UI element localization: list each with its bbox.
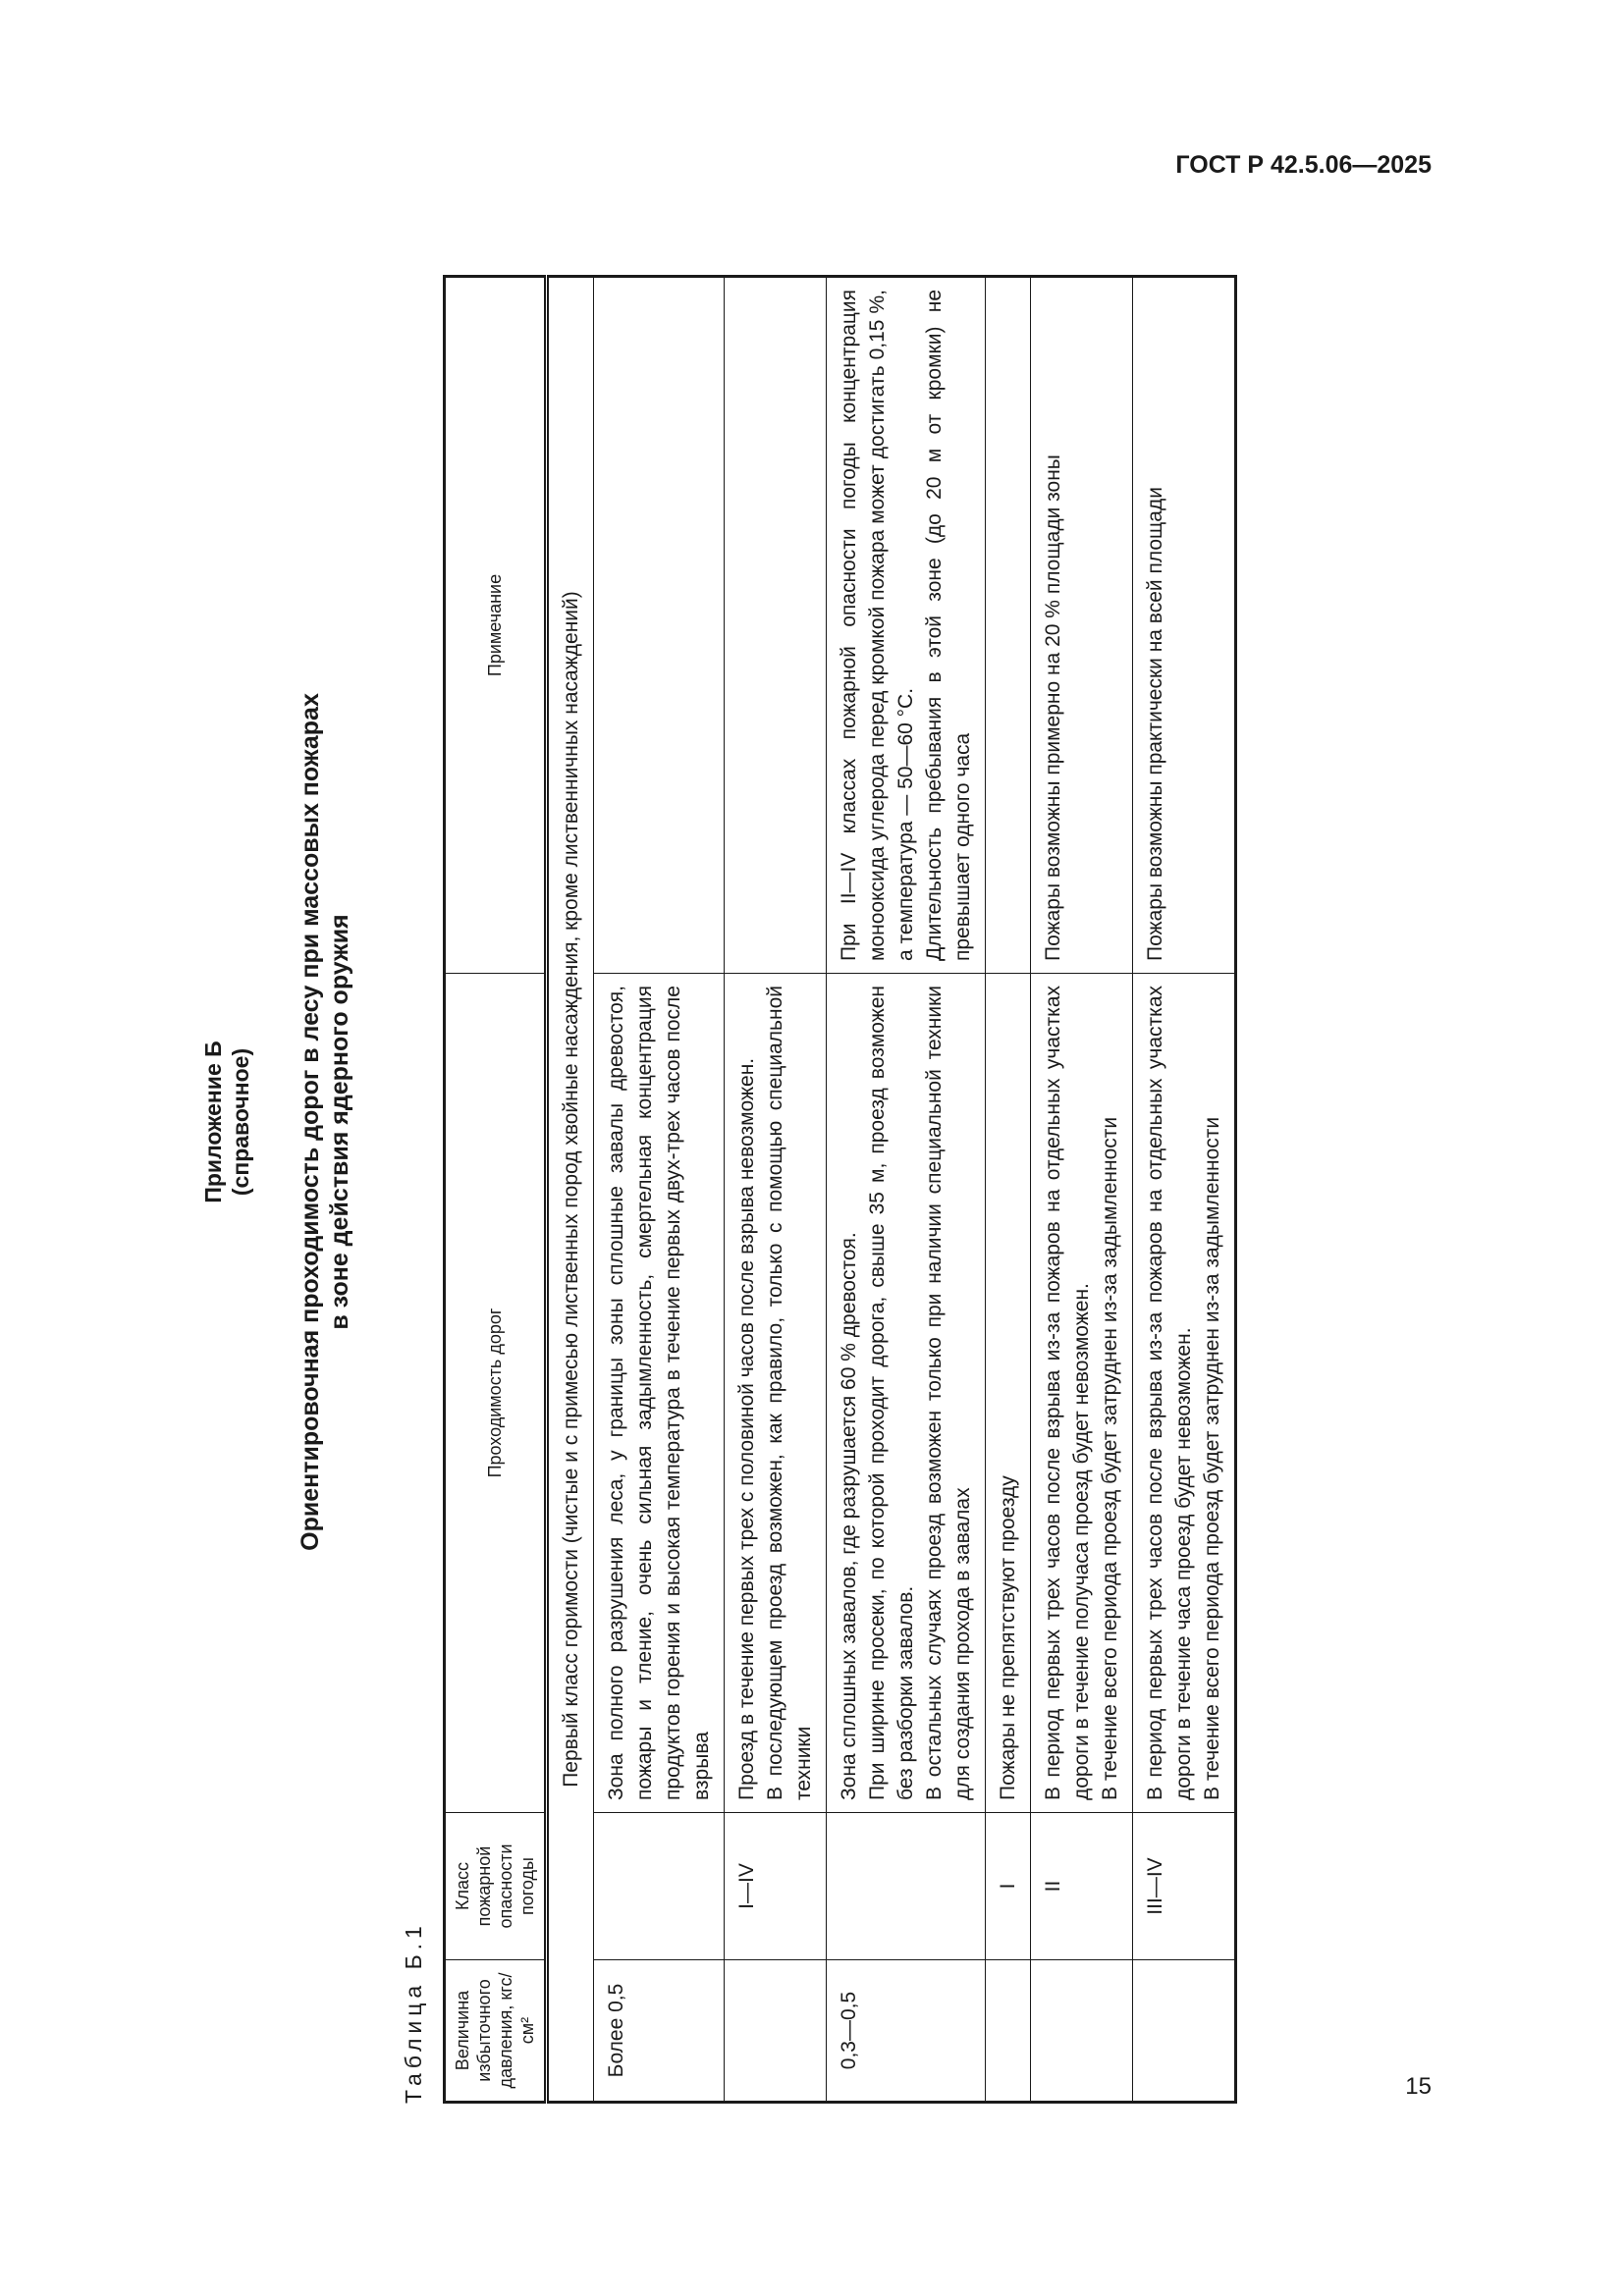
roads-paragraph: Проезд в течение первых трех с половиной часов после взрыва невозможен. bbox=[735, 1057, 758, 1800]
appendix-heading-line-2: в зоне действия ядерного оружия bbox=[326, 914, 353, 1330]
table-row bbox=[725, 277, 827, 2103]
roads-paragraph: В течение всего периода проезд будет затруднен из-за задымленности bbox=[1201, 1116, 1223, 1800]
cell-note bbox=[594, 277, 725, 974]
note-paragraph: Пожары возможны примерно на 20 % площади зоны bbox=[1042, 454, 1064, 961]
cell-pressure: 0,3—0,5 bbox=[827, 1960, 986, 2103]
roads-paragraph: В остальных случаях проезд возможен только при наличии специальной техники для создания прохода в завалах bbox=[923, 986, 974, 1800]
appendix-status: (справочное) bbox=[228, 1047, 253, 1197]
appendix-number: Приложение Б bbox=[200, 1041, 226, 1203]
table-label: Таблица Б.1 bbox=[401, 1921, 426, 2104]
cell-fire-class bbox=[594, 1813, 725, 1960]
cell-note bbox=[725, 277, 827, 974]
cell-roads bbox=[1031, 974, 1133, 1813]
appendix-title bbox=[199, 140, 254, 2104]
roads-paragraph: В последующем проезд возможен, как правило, только с помощью специальной техники bbox=[764, 986, 815, 1800]
roads-paragraph: При ширине просеки, по которой проходит дорога, свыше 35 м, проезд возможен без разборки завалов. bbox=[866, 986, 917, 1800]
roads-paragraph: Пожары не препятствуют проезду bbox=[997, 1475, 1019, 1800]
cell-pressure bbox=[986, 1960, 1031, 2103]
table-row bbox=[986, 277, 1031, 2103]
table-row bbox=[594, 277, 725, 2103]
roads-paragraph: Зона сплошных завалов, где разрушается 60 % древостоя. bbox=[838, 1232, 860, 1800]
table-row bbox=[1133, 277, 1236, 2103]
cell-pressure bbox=[1031, 1960, 1133, 2103]
cell-note bbox=[827, 277, 986, 974]
cell-pressure bbox=[1133, 1960, 1236, 2103]
table-header-row bbox=[445, 277, 547, 2103]
cell-roads bbox=[725, 974, 827, 1813]
cell-note bbox=[986, 277, 1031, 974]
table-subheader: Первый класс горимости (чистые и с примесью лиственных пород хвойные насаждения, кроме лиственничных насаждений) bbox=[547, 277, 594, 2103]
appendix-heading-line-1: Ориентировочная проходимость дорог в лесу при массовых пожарах bbox=[297, 693, 324, 1551]
cell-fire-class: II bbox=[1031, 1813, 1133, 1960]
table-subheader-row bbox=[547, 277, 594, 2103]
cell-fire-class: I—IV bbox=[725, 1813, 827, 1960]
roads-paragraph: В период первых трех часов после взрыва из-за пожаров на отдельных участках дороги в течение получаса проезд будет невозможен. bbox=[1042, 986, 1093, 1800]
cell-roads bbox=[594, 974, 725, 1813]
cell-roads bbox=[827, 974, 986, 1813]
roads-paragraph: Зона полного разрушения леса, у границы зоны сплошные завалы древостоя, пожары и тление, очень сильная задымленность, смертельная концентрация продуктов горения и высокая температура в течение первых двух-трех часов после взрыва bbox=[605, 986, 713, 1800]
road-passability-table bbox=[443, 275, 1237, 2104]
header-note: Примечание bbox=[445, 277, 547, 974]
roads-paragraph: В течение всего периода проезд будет затруднен из-за задымленности bbox=[1099, 1116, 1121, 1800]
appendix-heading bbox=[296, 140, 354, 2104]
cell-fire-class bbox=[827, 1813, 986, 1960]
cell-pressure bbox=[725, 1960, 827, 2103]
cell-fire-class: III—IV bbox=[1133, 1813, 1236, 1960]
document-code: ГОСТ Р 42.5.06—2025 bbox=[1175, 151, 1432, 179]
roads-paragraph: В период первых трех часов после взрыва из-за пожаров на отдельных участках дороги в течение часа проезд будет невозможен. bbox=[1144, 986, 1195, 1800]
cell-note bbox=[1133, 277, 1236, 974]
header-roads: Проходимость дорог bbox=[445, 974, 547, 1813]
note-paragraph: Пожары возможны практически на всей площади bbox=[1144, 487, 1166, 961]
cell-roads bbox=[986, 974, 1031, 1813]
cell-note bbox=[1031, 277, 1133, 974]
table-row bbox=[827, 277, 986, 2103]
cell-pressure: Более 0,5 bbox=[594, 1960, 725, 2103]
table-row bbox=[1031, 277, 1133, 2103]
note-paragraph: При II—IV классах пожарной опасности погоды концентрация монооксида углерода перед кромкой пожара может достигать 0,15 %, а температура — 50—60 °С. bbox=[838, 290, 917, 961]
note-paragraph: Длительность пребывания в этой зоне (до 20 м от кромки) не превышает одного часа bbox=[923, 290, 974, 961]
header-pressure: Величина избыточного давления, кгс/см² bbox=[445, 1960, 547, 2103]
cell-roads bbox=[1133, 974, 1236, 1813]
rotated-page-content bbox=[89, 140, 1464, 2104]
page-number: 15 bbox=[1405, 2073, 1432, 2100]
header-fire-class: Класс пожарной опасности погоды bbox=[445, 1813, 547, 1960]
cell-fire-class: I bbox=[986, 1813, 1031, 1960]
